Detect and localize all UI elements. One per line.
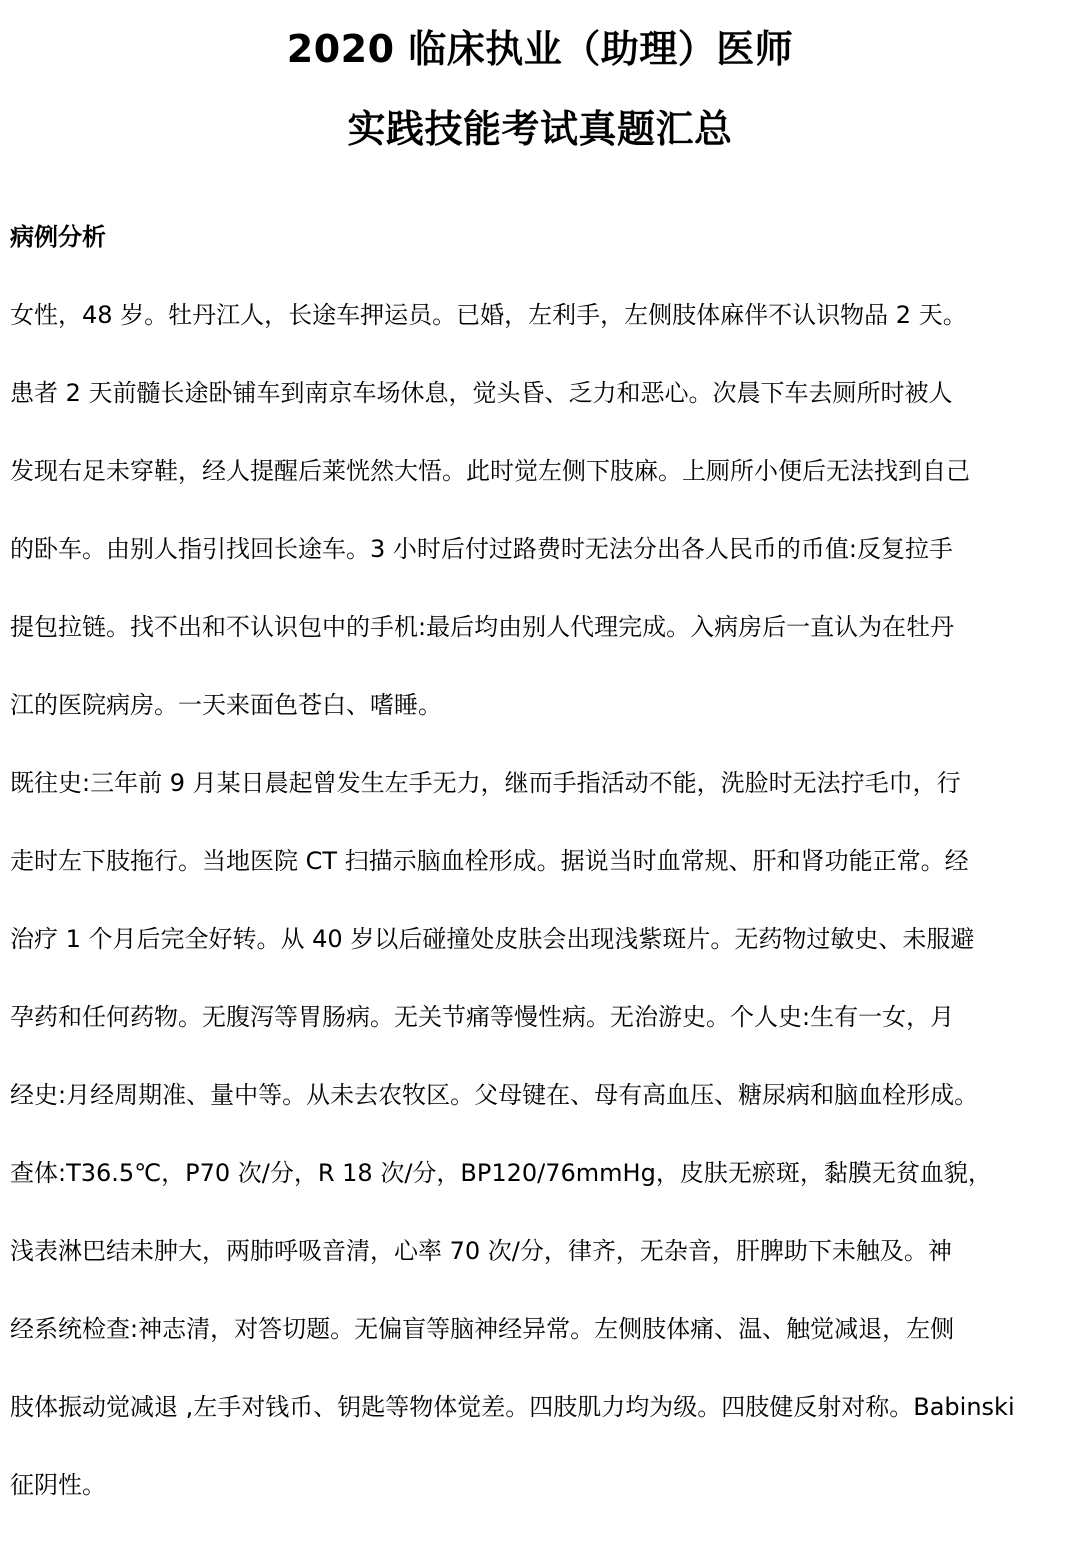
case-text-line: 经史:月经周期准、量中等。从未去农牧区。父母键在、母有高血压、糖尿病和脑血栓形成。: [10, 1081, 979, 1109]
case-text-line: 治疗 1 个月后完全好转。从 40 岁以后碰撞处皮肤会出现浅紫斑片。无药物过敏史、未服避: [10, 925, 975, 953]
case-text-line: 经系统检查:神志清，对答切题。无偏盲等脑神经异常。左侧肢体痛、温、触觉减退，左侧: [10, 1315, 955, 1343]
case-text-line: 发现右足未穿鞋，经人提醒后莱恍然大悟。此时觉左侧下肢麻。上厕所小便后无法找到自己: [10, 457, 970, 485]
section-heading-case-analysis: 病例分析: [10, 223, 106, 251]
case-text-line: 走时左下肢拖行。当地医院 CT 扫描示脑血栓形成。据说当时血常规、肝和肾功能正常。经: [10, 847, 969, 875]
case-text-line: 既往史:三年前 9 月某日晨起曾发生左手无力，继而手指活动不能，洗脸时无法拧毛巾，行: [10, 769, 961, 797]
case-text-line: 患者 2 天前髓长途卧铺车到南京车场休息，觉头昏、乏力和恶心。次晨下车去厕所时被人: [10, 379, 953, 407]
case-text-line: 的卧车。由别人指引找回长途车。3 小时后付过路费时无法分出各人民币的币值:反复拉手: [10, 535, 953, 563]
case-text-line: 征阴性。: [10, 1471, 106, 1499]
case-text-line: 提包拉链。找不出和不认识包中的手机:最后均由别人代理完成。入病房后一直认为在牡丹: [10, 613, 955, 641]
case-text-line: 查体:T36.5℃，P70 次/分，R 18 次/分，BP120/76mmHg，皮肤无瘀斑，黏膜无贫血貌，: [10, 1159, 992, 1187]
document-title-line-1: 2020 临床执业（助理）医师: [286, 27, 794, 71]
case-text-line: 江的医院病房。一天来面色苍白、嗜睡。: [10, 691, 442, 719]
case-text-line: 肢体振动觉减退 ,左手对钱币、钥匙等物体觉差。四肢肌力均为级。四肢健反射对称。Babinski: [10, 1393, 1015, 1421]
case-text-line: 孕药和任何药物。无腹泻等胃肠病。无关节痛等慢性病。无治游史。个人史:生有一女，月: [10, 1003, 955, 1031]
document-title-line-2: 实践技能考试真题汇总: [347, 107, 733, 151]
case-text-line: 浅表淋巴结未肿大，两肺呼吸音清，心率 70 次/分，律齐，无杂音，肝脾助下未触及。神: [10, 1237, 952, 1265]
case-text-line: 女性，48 岁。牡丹江人，长途车押运员。已婚，左利手，左侧肢体麻伴不认识物品 2 天。: [10, 301, 967, 329]
case-text-body: [10, 292, 1058, 1540]
